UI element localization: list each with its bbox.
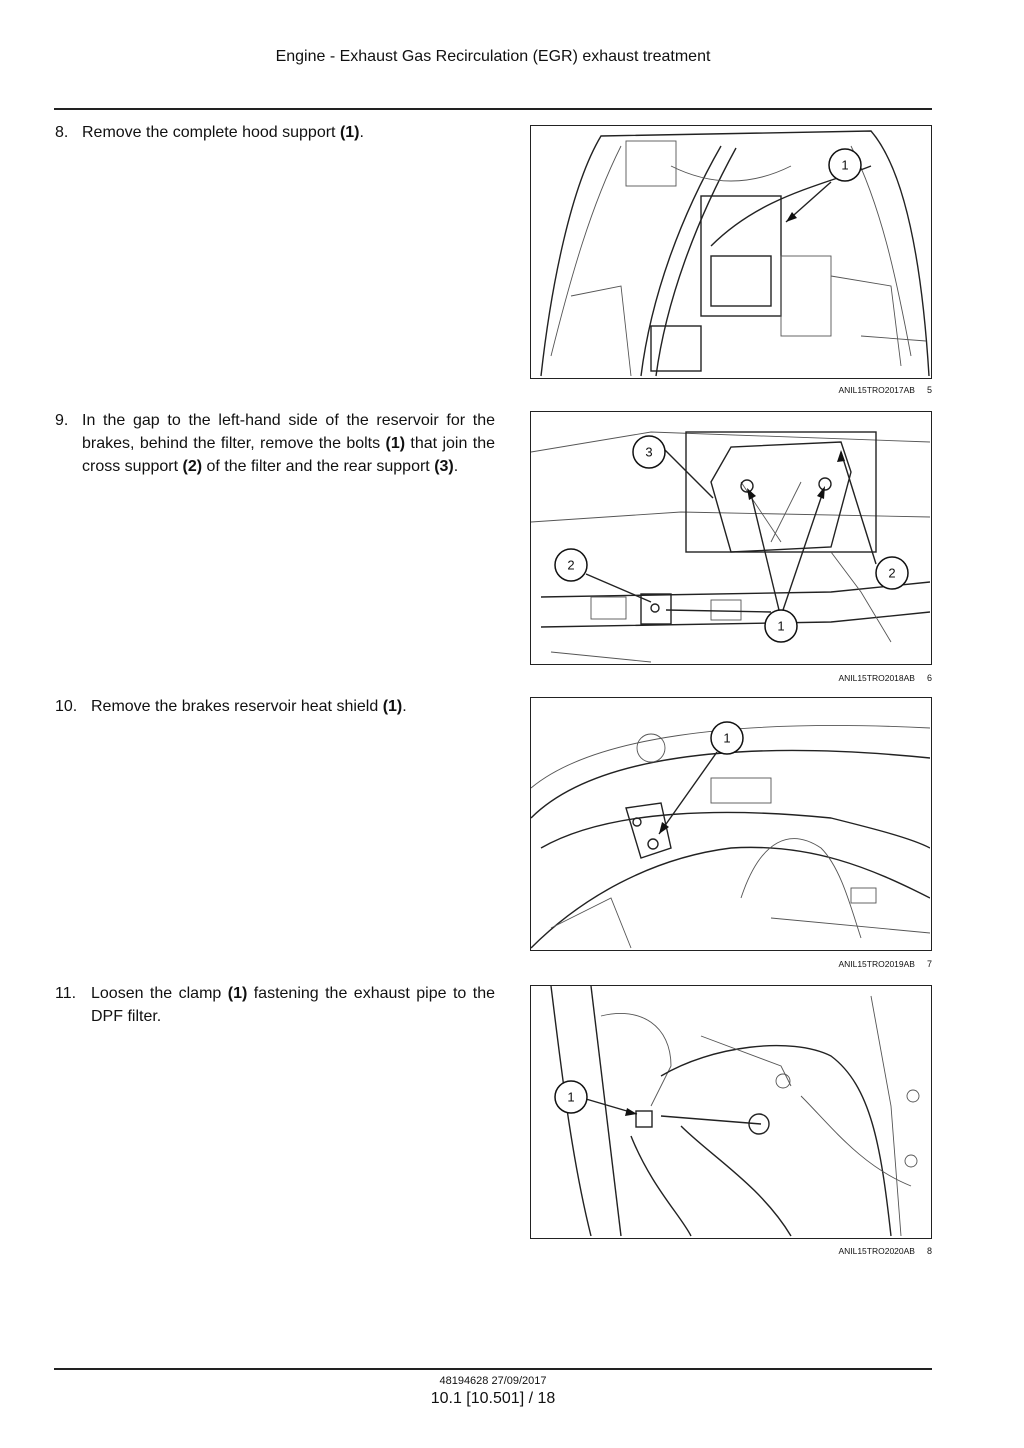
callout-1	[765, 610, 797, 642]
callout-3	[633, 436, 665, 468]
footer-doc-ref: 48194628 27/09/2017	[439, 1375, 547, 1387]
figure-heat-shield	[530, 697, 932, 951]
footer-divider	[54, 1368, 932, 1370]
step-number: 8.	[55, 124, 69, 141]
figure-number: 8	[926, 1246, 932, 1256]
header-divider	[54, 108, 932, 110]
figure-exhaust-clamp	[530, 985, 932, 1239]
svg-text:3: 3	[645, 444, 653, 460]
figure-number: 7	[926, 959, 932, 969]
callout-1	[555, 1081, 587, 1113]
figure-ref: ANIL15TRO2017AB	[838, 385, 915, 395]
svg-text:2: 2	[567, 557, 575, 573]
page-header-title: Engine - Exhaust Gas Recirculation (EGR) exhaust treatment	[275, 48, 711, 65]
footer-page-number: 10.1 [10.501] / 18	[430, 1390, 556, 1407]
figure-ref: ANIL15TRO2018AB	[838, 673, 915, 683]
figure-caption	[530, 1246, 932, 1256]
step-11	[55, 982, 495, 1028]
figure-number: 5	[926, 385, 932, 395]
step-text: Remove the brakes reservoir heat shield (1).	[91, 698, 407, 715]
callout-2-right	[876, 557, 908, 589]
step-text: Loosen the clamp (1) fastening the exhaust pipe to the DPF filter.	[91, 985, 495, 1025]
figure-hood-support	[530, 125, 932, 379]
step-10	[55, 695, 495, 718]
step-number: 11.	[55, 985, 77, 1002]
figure-caption	[530, 385, 932, 395]
step-text: In the gap to the left-hand side of the reservoir for the brakes, behind the filter, remove the bolts (1) that join the cross support (2) of the filter and the rear support (3).	[82, 412, 495, 475]
figure-filter-support-bolts	[530, 411, 932, 665]
svg-text:1: 1	[567, 1089, 575, 1105]
step-number: 10.	[55, 698, 78, 715]
figure-caption	[530, 673, 932, 683]
figure-number: 6	[926, 673, 932, 683]
step-9	[55, 409, 495, 478]
figure-ref: ANIL15TRO2019AB	[838, 959, 915, 969]
svg-text:1: 1	[723, 730, 731, 746]
figure-caption	[530, 959, 932, 969]
callout-1	[711, 722, 743, 754]
callout-2-left	[555, 549, 587, 581]
figure-ref: ANIL15TRO2020AB	[838, 1246, 915, 1256]
svg-text:1: 1	[777, 618, 785, 634]
step-8	[55, 121, 495, 144]
svg-text:1: 1	[841, 157, 849, 173]
svg-text:2: 2	[888, 565, 896, 581]
callout-1	[829, 149, 861, 181]
step-text: Remove the complete hood support (1).	[82, 124, 364, 141]
step-number: 9.	[55, 412, 69, 429]
